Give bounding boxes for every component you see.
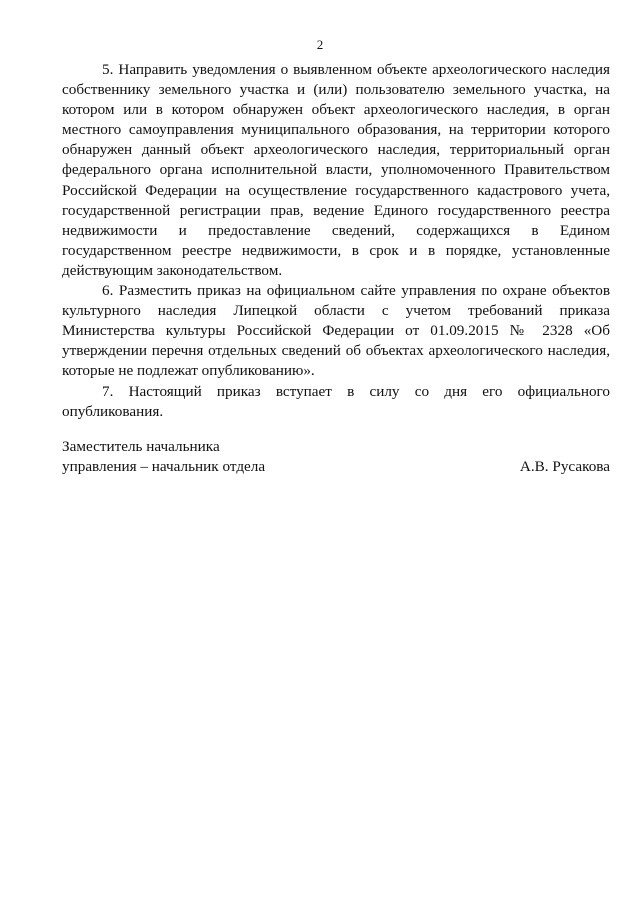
signature-block <box>62 437 610 477</box>
document-body <box>62 60 610 422</box>
page-number: 2 <box>316 37 324 52</box>
signer-position-line1: Заместитель начальника <box>62 438 220 455</box>
signature-row <box>62 457 610 477</box>
paragraph-item-5: 5. Направить уведомления о выявленном объекте археологического наследия собственнику земельного участка и (или) пользователю земельного участка, на котором или в котором обнаружен объект археологического наследия, в орган местного самоуправления муниципального образования, на территории которого обнаружен данный объект археологического наследия, территориальный орган федерального органа исполнительной власти, уполномоченного Правительством Российской Федерации на осуществление государственного кадастрового учета, государственной регистрации прав, ведение Единого государственного реестра недвижимости и предоставление сведений, содержащихся в Едином государственном реестре недвижимости, в срок и в порядке, установленные действующим законодательством. <box>62 61 610 279</box>
signer-name: А.В. Русакова <box>519 458 610 476</box>
paragraph-item-7: 7. Настоящий приказ вступает в силу со дня его официального опубликования. <box>62 382 610 420</box>
signer-position-line2: управления – начальник отдела <box>62 458 266 476</box>
paragraph-item-6: 6. Разместить приказ на официальном сайте управления по охране объектов культурного наследия Липецкой области с учетом требований приказа Министерства культуры Российской Федерации от 01.09.2015 № 2328 «Об утверждении перечня отдельных сведений об объектах археологического наследия, которые не подлежат опубликованию». <box>62 282 610 380</box>
